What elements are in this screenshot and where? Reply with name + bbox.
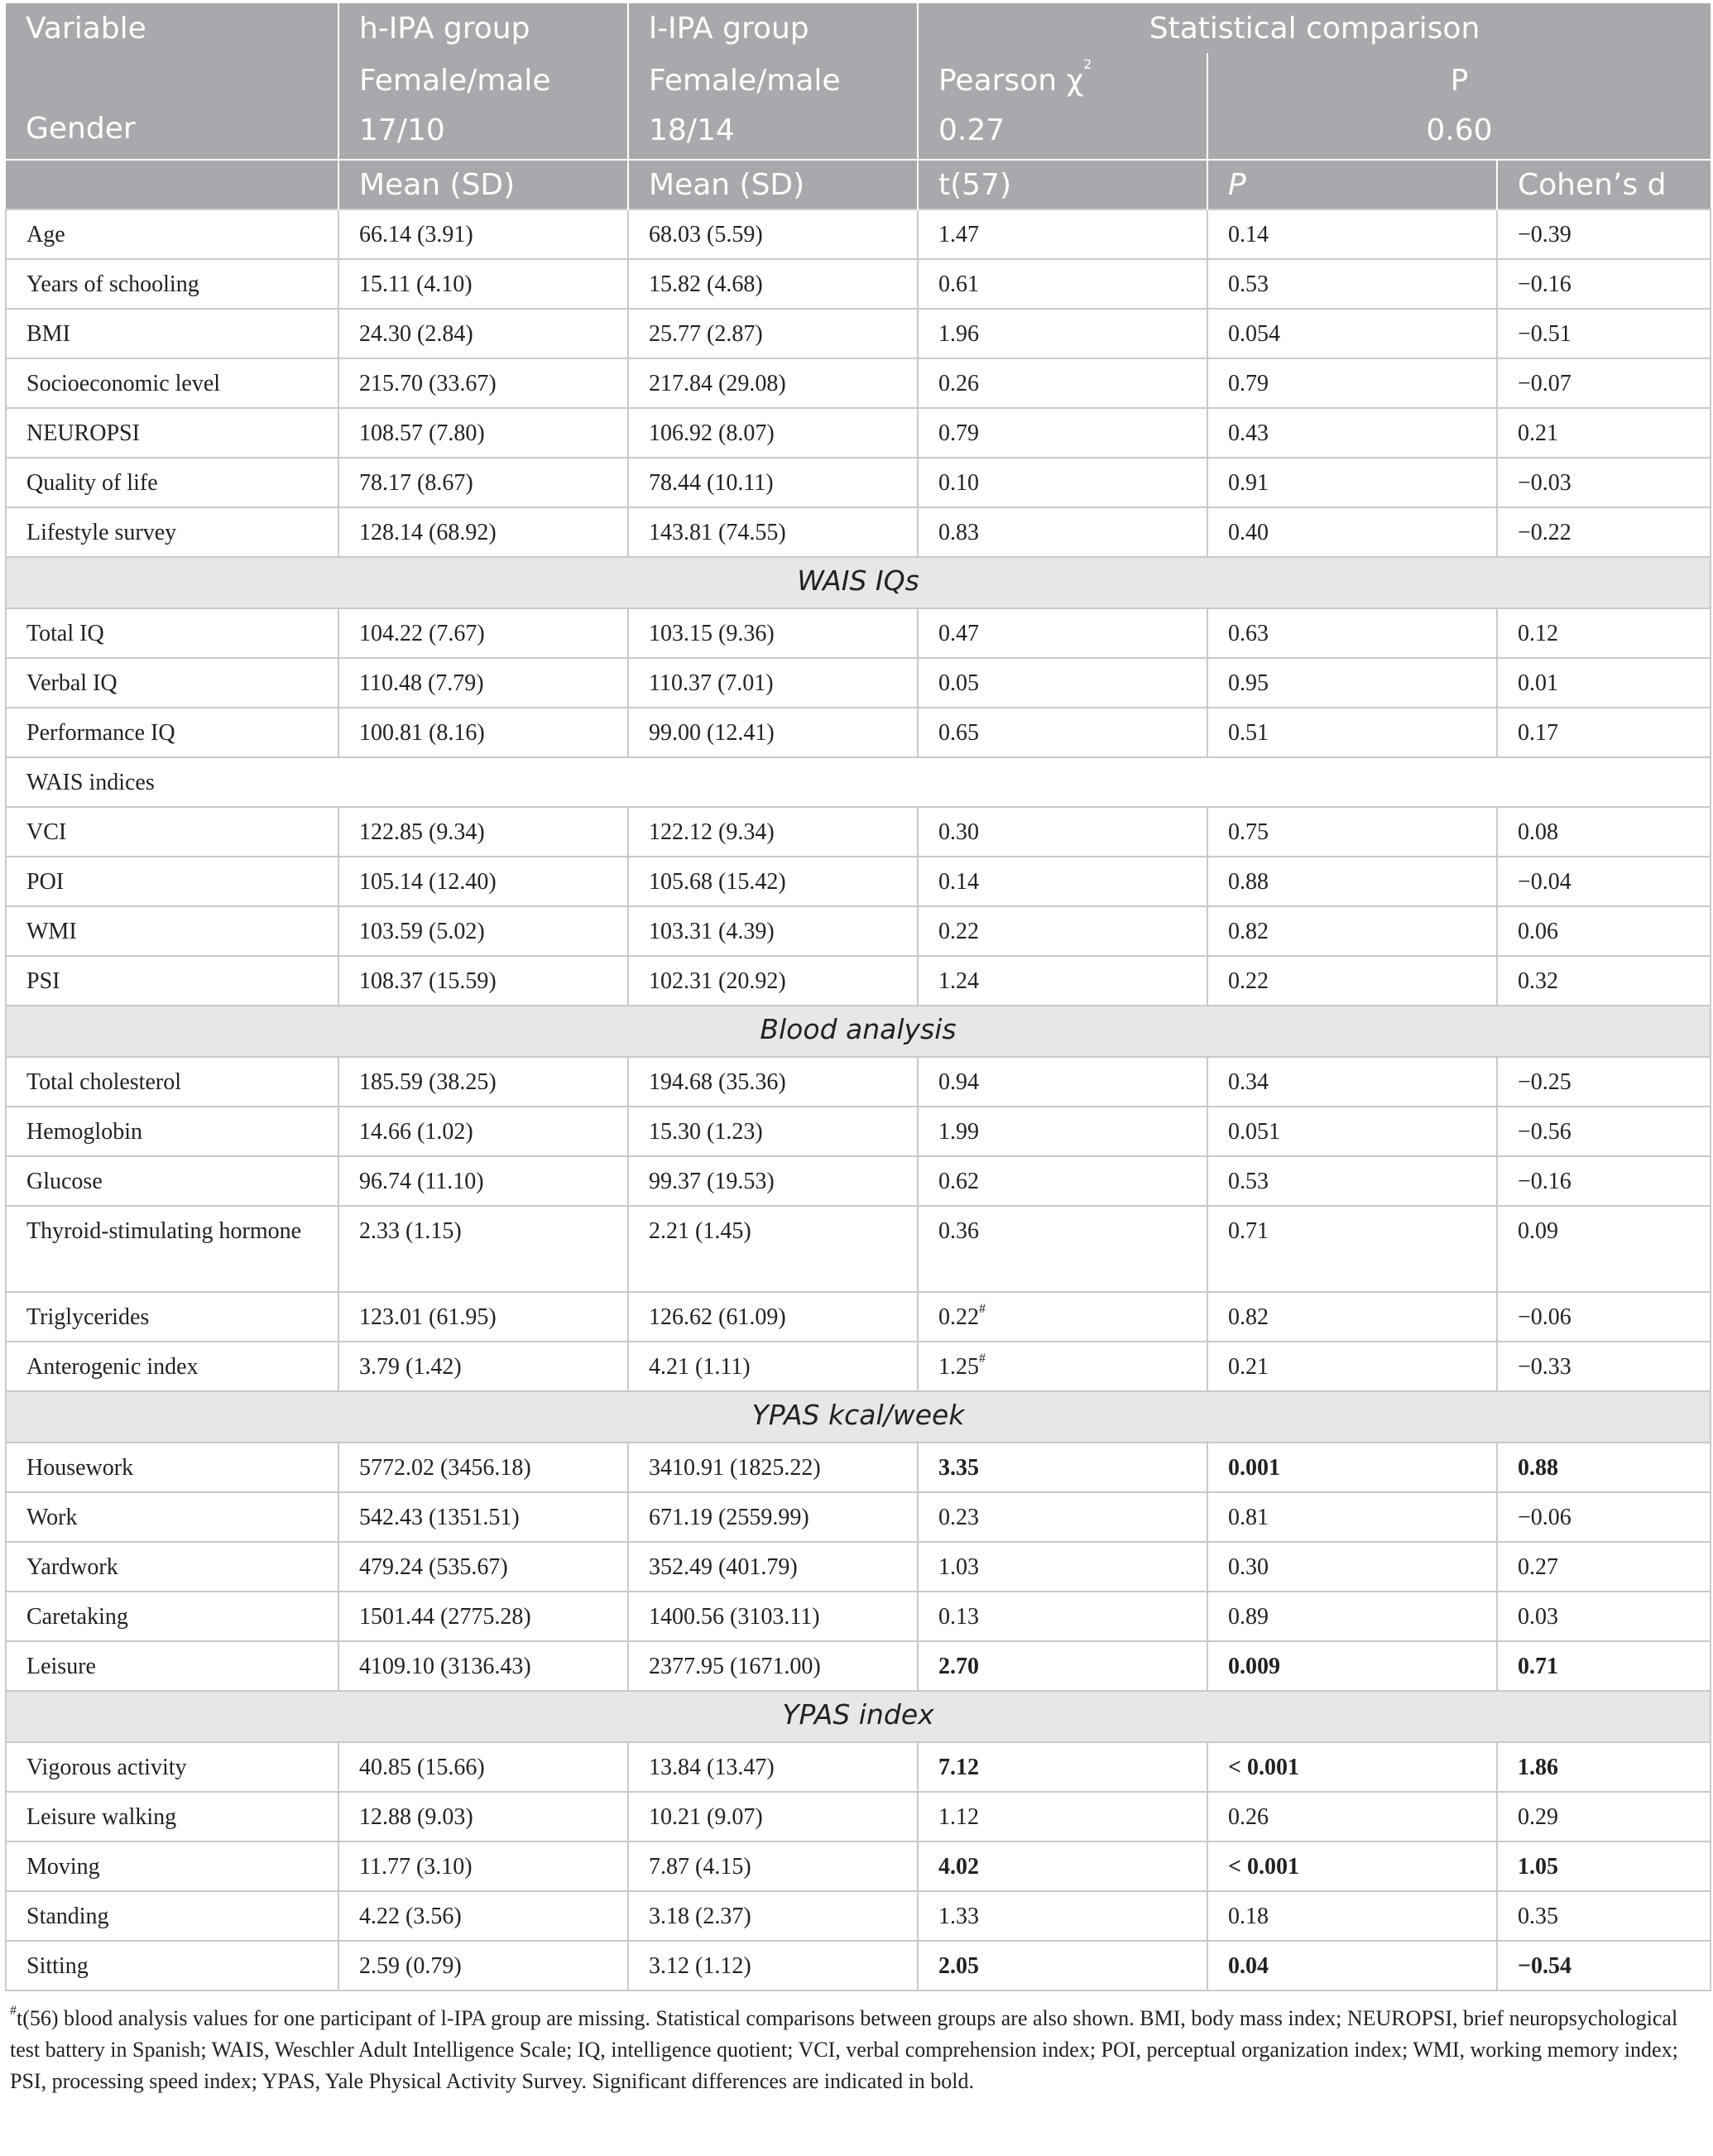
p-value: 0.051 bbox=[1207, 1107, 1497, 1156]
row-label: Standing bbox=[6, 1891, 338, 1941]
t-value: 0.10 bbox=[918, 458, 1207, 507]
p-value: 0.82 bbox=[1207, 1292, 1497, 1342]
table-row bbox=[6, 708, 1711, 757]
row-label: PSI bbox=[6, 956, 338, 1006]
d-value: 0.12 bbox=[1497, 608, 1711, 658]
d-value: 1.05 bbox=[1497, 1841, 1711, 1891]
p-value: 0.81 bbox=[1207, 1492, 1497, 1542]
p-value: 0.009 bbox=[1207, 1641, 1497, 1691]
h-value: 3.79 (1.42) bbox=[338, 1342, 628, 1391]
l-value: 106.92 (8.07) bbox=[628, 408, 918, 458]
p-value: < 0.001 bbox=[1207, 1742, 1497, 1792]
p-value: 0.40 bbox=[1207, 507, 1497, 557]
h-value: 4.22 (3.56) bbox=[338, 1891, 628, 1941]
chi-label: Pearson $\chi^2$ bbox=[938, 56, 1092, 98]
header-l-ratio bbox=[628, 53, 918, 160]
l-value: 25.77 (2.87) bbox=[628, 309, 918, 358]
table-row bbox=[6, 1542, 1711, 1592]
d-value: −0.39 bbox=[1497, 209, 1711, 259]
t-value: 0.26 bbox=[918, 358, 1207, 408]
section-label: YPAS index bbox=[6, 1691, 1711, 1742]
h-value: 108.57 (7.80) bbox=[338, 408, 628, 458]
row-label: Thyroid-stimulating hormone bbox=[6, 1206, 338, 1292]
table-row bbox=[6, 1156, 1711, 1206]
p-value: 0.054 bbox=[1207, 309, 1497, 358]
t-value: 1.99 bbox=[918, 1107, 1207, 1156]
l-value: 4.21 (1.11) bbox=[628, 1342, 918, 1391]
t-value: 0.83 bbox=[918, 507, 1207, 557]
header-h-mean: Mean (SD) bbox=[338, 160, 628, 209]
row-label: Hemoglobin bbox=[6, 1107, 338, 1156]
l-value: 102.31 (20.92) bbox=[628, 956, 918, 1006]
l-value: 103.31 (4.39) bbox=[628, 906, 918, 956]
l-value: 143.81 (74.55) bbox=[628, 507, 918, 557]
d-value: 1.86 bbox=[1497, 1742, 1711, 1792]
table-row bbox=[6, 1492, 1711, 1542]
row-label: Moving bbox=[6, 1841, 338, 1891]
d-value: 0.21 bbox=[1497, 408, 1711, 458]
row-label: Anterogenic index bbox=[6, 1342, 338, 1391]
row-label: Yardwork bbox=[6, 1542, 338, 1592]
table-row bbox=[6, 1107, 1711, 1156]
comparison-table bbox=[5, 3, 1711, 1991]
h-value: 185.59 (38.25) bbox=[338, 1057, 628, 1107]
h-value: 1501.44 (2775.28) bbox=[338, 1592, 628, 1641]
section-row bbox=[6, 557, 1711, 608]
row-label: Housework bbox=[6, 1443, 338, 1492]
row-label: Leisure bbox=[6, 1641, 338, 1691]
chi-value: 0.27 bbox=[938, 113, 1005, 147]
l-value: 105.68 (15.42) bbox=[628, 857, 918, 906]
row-label: Caretaking bbox=[6, 1592, 338, 1641]
l-value: 352.49 (401.79) bbox=[628, 1542, 918, 1592]
l-value: 122.12 (9.34) bbox=[628, 807, 918, 857]
h-value: 11.77 (3.10) bbox=[338, 1841, 628, 1891]
row-label: Work bbox=[6, 1492, 338, 1542]
l-value: 110.37 (7.01) bbox=[628, 658, 918, 708]
h-value: 24.30 (2.84) bbox=[338, 309, 628, 358]
d-value: −0.56 bbox=[1497, 1107, 1711, 1156]
l-value: 3410.91 (1825.22) bbox=[628, 1443, 918, 1492]
section-row bbox=[6, 1391, 1711, 1443]
l-value: 15.82 (4.68) bbox=[628, 259, 918, 309]
h-value: 96.74 (11.10) bbox=[338, 1156, 628, 1206]
header-h-group: h-IPA group bbox=[338, 3, 628, 53]
header-chi-square bbox=[918, 53, 1207, 160]
section-label: WAIS IQs bbox=[6, 557, 1711, 608]
chi-superscript: 2 bbox=[1083, 56, 1092, 72]
section-row bbox=[6, 1691, 1711, 1742]
d-value: 0.17 bbox=[1497, 708, 1711, 757]
table-row bbox=[6, 1443, 1711, 1492]
d-value: −0.04 bbox=[1497, 857, 1711, 906]
h-value: 479.24 (535.67) bbox=[338, 1542, 628, 1592]
t-value: 1.12 bbox=[918, 1792, 1207, 1841]
p-value: 0.91 bbox=[1207, 458, 1497, 507]
t-value: 7.12 bbox=[918, 1742, 1207, 1792]
d-value: −0.25 bbox=[1497, 1057, 1711, 1107]
row-label: Total cholesterol bbox=[6, 1057, 338, 1107]
t-value: 0.23 bbox=[918, 1492, 1207, 1542]
header-h-ratio bbox=[338, 53, 628, 160]
table-row bbox=[6, 1792, 1711, 1841]
h-value: 215.70 (33.67) bbox=[338, 358, 628, 408]
row-label: Vigorous activity bbox=[6, 1742, 338, 1792]
table-row bbox=[6, 1057, 1711, 1107]
t-value: 1.25# bbox=[918, 1342, 1207, 1391]
t-value: 0.14 bbox=[918, 857, 1207, 906]
l-value: 3.12 (1.12) bbox=[628, 1941, 918, 1990]
p-value: 0.53 bbox=[1207, 1156, 1497, 1206]
d-value: 0.88 bbox=[1497, 1443, 1711, 1492]
h-ratio-value: 17/10 bbox=[359, 113, 445, 147]
t-value: 1.24 bbox=[918, 956, 1207, 1006]
d-value: 0.09 bbox=[1497, 1206, 1711, 1292]
p-value: 0.53 bbox=[1207, 259, 1497, 309]
table-row bbox=[6, 408, 1711, 458]
table-header bbox=[6, 3, 1711, 209]
table-row bbox=[6, 1742, 1711, 1792]
h-value: 12.88 (9.03) bbox=[338, 1792, 628, 1841]
l-value: 10.21 (9.07) bbox=[628, 1792, 918, 1841]
d-value: 0.71 bbox=[1497, 1641, 1711, 1691]
table-row bbox=[6, 458, 1711, 507]
p-value: 0.88 bbox=[1207, 857, 1497, 906]
p-value: 0.71 bbox=[1207, 1206, 1497, 1292]
d-value: 0.06 bbox=[1497, 906, 1711, 956]
header-variable: Variable bbox=[6, 3, 338, 53]
footnote-mark: # bbox=[10, 2004, 17, 2018]
d-value: 0.27 bbox=[1497, 1542, 1711, 1592]
row-label: Glucose bbox=[6, 1156, 338, 1206]
l-value: 78.44 (10.11) bbox=[628, 458, 918, 507]
l-value: 126.62 (61.09) bbox=[628, 1292, 918, 1342]
d-value: 0.35 bbox=[1497, 1891, 1711, 1941]
p-value: 0.34 bbox=[1207, 1057, 1497, 1107]
p-value: 0.26 bbox=[1207, 1792, 1497, 1841]
l-value: 3.18 (2.37) bbox=[628, 1891, 918, 1941]
header-statistical-comparison: Statistical comparison bbox=[918, 3, 1711, 53]
h-value: 40.85 (15.66) bbox=[338, 1742, 628, 1792]
p-value: 0.75 bbox=[1207, 807, 1497, 857]
l-value: 7.87 (4.15) bbox=[628, 1841, 918, 1891]
p-value: 0.14 bbox=[1207, 209, 1497, 259]
p-value: 0.22 bbox=[1207, 956, 1497, 1006]
table-row bbox=[6, 1891, 1711, 1941]
row-label: Years of schooling bbox=[6, 259, 338, 309]
d-value: −0.22 bbox=[1497, 507, 1711, 557]
row-label: Triglycerides bbox=[6, 1292, 338, 1342]
d-value: −0.51 bbox=[1497, 309, 1711, 358]
l-value: 217.84 (29.08) bbox=[628, 358, 918, 408]
p-value: 0.18 bbox=[1207, 1891, 1497, 1941]
d-value: −0.06 bbox=[1497, 1292, 1711, 1342]
h-value: 2.59 (0.79) bbox=[338, 1941, 628, 1990]
l-ratio-label: Female/male bbox=[649, 64, 841, 98]
h-value: 2.33 (1.15) bbox=[338, 1206, 628, 1292]
section-row bbox=[6, 757, 1711, 807]
table-row bbox=[6, 658, 1711, 708]
l-value: 1400.56 (3103.11) bbox=[628, 1592, 918, 1641]
h-value: 4109.10 (3136.43) bbox=[338, 1641, 628, 1691]
table-row bbox=[6, 807, 1711, 857]
row-label: NEUROPSI bbox=[6, 408, 338, 458]
p-gender-label: P bbox=[1450, 64, 1469, 98]
t-value: 1.03 bbox=[918, 1542, 1207, 1592]
table-row bbox=[6, 857, 1711, 906]
table-row bbox=[6, 309, 1711, 358]
t-value: 2.70 bbox=[918, 1641, 1207, 1691]
table-row bbox=[6, 1342, 1711, 1391]
h-ratio-label: Female/male bbox=[359, 64, 551, 98]
p-gender-value: 0.60 bbox=[1426, 113, 1493, 147]
table-row bbox=[6, 358, 1711, 408]
l-value: 194.68 (35.36) bbox=[628, 1057, 918, 1107]
table-row bbox=[6, 1292, 1711, 1342]
p-value: 0.63 bbox=[1207, 608, 1497, 658]
p-value: 0.43 bbox=[1207, 408, 1497, 458]
d-value: −0.54 bbox=[1497, 1941, 1711, 1990]
h-value: 128.14 (68.92) bbox=[338, 507, 628, 557]
l-value: 15.30 (1.23) bbox=[628, 1107, 918, 1156]
d-value: 0.03 bbox=[1497, 1592, 1711, 1641]
section-label: Blood analysis bbox=[6, 1006, 1711, 1057]
l-value: 2377.95 (1671.00) bbox=[628, 1641, 918, 1691]
l-value: 671.19 (2559.99) bbox=[628, 1492, 918, 1542]
d-value: −0.07 bbox=[1497, 358, 1711, 408]
table-row bbox=[6, 259, 1711, 309]
t-value: 4.02 bbox=[918, 1841, 1207, 1891]
section-row bbox=[6, 1006, 1711, 1057]
p-value: 0.51 bbox=[1207, 708, 1497, 757]
t-value: 1.96 bbox=[918, 309, 1207, 358]
row-label: Quality of life bbox=[6, 458, 338, 507]
row-label: Leisure walking bbox=[6, 1792, 338, 1841]
t-value: 0.22# bbox=[918, 1292, 1207, 1342]
t-value: 0.65 bbox=[918, 708, 1207, 757]
header-p-gender bbox=[1207, 53, 1711, 160]
d-value: −0.03 bbox=[1497, 458, 1711, 507]
p-value: 0.001 bbox=[1207, 1443, 1497, 1492]
p-value: 0.82 bbox=[1207, 906, 1497, 956]
t-value: 0.61 bbox=[918, 259, 1207, 309]
h-value: 5772.02 (3456.18) bbox=[338, 1443, 628, 1492]
d-value: −0.33 bbox=[1497, 1342, 1711, 1391]
h-value: 14.66 (1.02) bbox=[338, 1107, 628, 1156]
table-body bbox=[6, 209, 1711, 1990]
t-value: 3.35 bbox=[918, 1443, 1207, 1492]
p-value: 0.89 bbox=[1207, 1592, 1497, 1641]
t-value: 0.79 bbox=[918, 408, 1207, 458]
row-label: Age bbox=[6, 209, 338, 259]
t-value: 0.62 bbox=[918, 1156, 1207, 1206]
p-value: 0.21 bbox=[1207, 1342, 1497, 1391]
d-value: −0.16 bbox=[1497, 1156, 1711, 1206]
table-row bbox=[6, 209, 1711, 259]
h-value: 78.17 (8.67) bbox=[338, 458, 628, 507]
t-value: 1.47 bbox=[918, 209, 1207, 259]
t-value: 1.33 bbox=[918, 1891, 1207, 1941]
table-row bbox=[6, 1641, 1711, 1691]
h-value: 103.59 (5.02) bbox=[338, 906, 628, 956]
t-value: 2.05 bbox=[918, 1941, 1207, 1990]
row-label: Sitting bbox=[6, 1941, 338, 1990]
header-gender: Gender bbox=[6, 53, 338, 160]
row-label: VCI bbox=[6, 807, 338, 857]
t-superscript: # bbox=[979, 1352, 986, 1366]
p-value: 0.04 bbox=[1207, 1941, 1497, 1990]
header-t: t(57) bbox=[918, 160, 1207, 209]
l-value: 2.21 (1.45) bbox=[628, 1206, 918, 1292]
table-container bbox=[5, 3, 1710, 2097]
t-value: 0.05 bbox=[918, 658, 1207, 708]
p-value: 0.79 bbox=[1207, 358, 1497, 408]
row-label: Lifestyle survey bbox=[6, 507, 338, 557]
table-row bbox=[6, 1841, 1711, 1891]
d-value: −0.16 bbox=[1497, 259, 1711, 309]
row-label: WMI bbox=[6, 906, 338, 956]
row-label: Performance IQ bbox=[6, 708, 338, 757]
h-value: 542.43 (1351.51) bbox=[338, 1492, 628, 1542]
table-row bbox=[6, 956, 1711, 1006]
t-value: 0.22 bbox=[918, 906, 1207, 956]
p-value: < 0.001 bbox=[1207, 1841, 1497, 1891]
table-row bbox=[6, 1206, 1711, 1292]
footnote-text: t(56) blood analysis values for one participant of l-IPA group are missing. Statistical comparisons between groups are also shown. BMI, body mass index; NEUROPSI, brief neuropsychological test battery in Spanish; WAIS, Weschler Adult Intelligence Scale; IQ, intelligence quotient; VCI, verbal comprehension index; POI, perceptual organization index; WMI, working memory index; PSI, processing speed index; YPAS, Yale Physical Activity Survey. Significant differences are indicated in bold. bbox=[10, 2006, 1678, 2093]
l-value: 68.03 (5.59) bbox=[628, 209, 918, 259]
header-l-mean: Mean (SD) bbox=[628, 160, 918, 209]
h-value: 15.11 (4.10) bbox=[338, 259, 628, 309]
d-value: 0.29 bbox=[1497, 1792, 1711, 1841]
t-value: 0.47 bbox=[918, 608, 1207, 658]
h-value: 122.85 (9.34) bbox=[338, 807, 628, 857]
section-label: WAIS indices bbox=[6, 757, 1711, 807]
l-ratio-value: 18/14 bbox=[649, 113, 735, 147]
d-value: −0.06 bbox=[1497, 1492, 1711, 1542]
h-value: 110.48 (7.79) bbox=[338, 658, 628, 708]
l-value: 99.37 (19.53) bbox=[628, 1156, 918, 1206]
row-label: Socioeconomic level bbox=[6, 358, 338, 408]
h-value: 66.14 (3.91) bbox=[338, 209, 628, 259]
t-superscript: # bbox=[979, 1302, 986, 1316]
table-row bbox=[6, 507, 1711, 557]
row-label: POI bbox=[6, 857, 338, 906]
table-row bbox=[6, 1592, 1711, 1641]
row-label: BMI bbox=[6, 309, 338, 358]
d-value: 0.32 bbox=[1497, 956, 1711, 1006]
p-value: 0.30 bbox=[1207, 1542, 1497, 1592]
table-row bbox=[6, 608, 1711, 658]
section-label: YPAS kcal/week bbox=[6, 1391, 1711, 1443]
footnote bbox=[5, 1991, 1710, 2097]
d-value: 0.01 bbox=[1497, 658, 1711, 708]
l-value: 103.15 (9.36) bbox=[628, 608, 918, 658]
p-value: 0.95 bbox=[1207, 658, 1497, 708]
h-value: 105.14 (12.40) bbox=[338, 857, 628, 906]
l-value: 99.00 (12.41) bbox=[628, 708, 918, 757]
header-l-group: l-IPA group bbox=[628, 3, 918, 53]
t-value: 0.36 bbox=[918, 1206, 1207, 1292]
t-value: 0.13 bbox=[918, 1592, 1207, 1641]
h-value: 100.81 (8.16) bbox=[338, 708, 628, 757]
table-row bbox=[6, 1941, 1711, 1990]
t-value: 0.30 bbox=[918, 807, 1207, 857]
h-value: 123.01 (61.95) bbox=[338, 1292, 628, 1342]
row-label: Total IQ bbox=[6, 608, 338, 658]
h-value: 104.22 (7.67) bbox=[338, 608, 628, 658]
table-row bbox=[6, 906, 1711, 956]
header-empty bbox=[6, 160, 338, 209]
header-cohens-d: Cohen’s d bbox=[1497, 160, 1711, 209]
d-value: 0.08 bbox=[1497, 807, 1711, 857]
header-p: P bbox=[1207, 160, 1497, 209]
row-label: Verbal IQ bbox=[6, 658, 338, 708]
h-value: 108.37 (15.59) bbox=[338, 956, 628, 1006]
t-value: 0.94 bbox=[918, 1057, 1207, 1107]
l-value: 13.84 (13.47) bbox=[628, 1742, 918, 1792]
